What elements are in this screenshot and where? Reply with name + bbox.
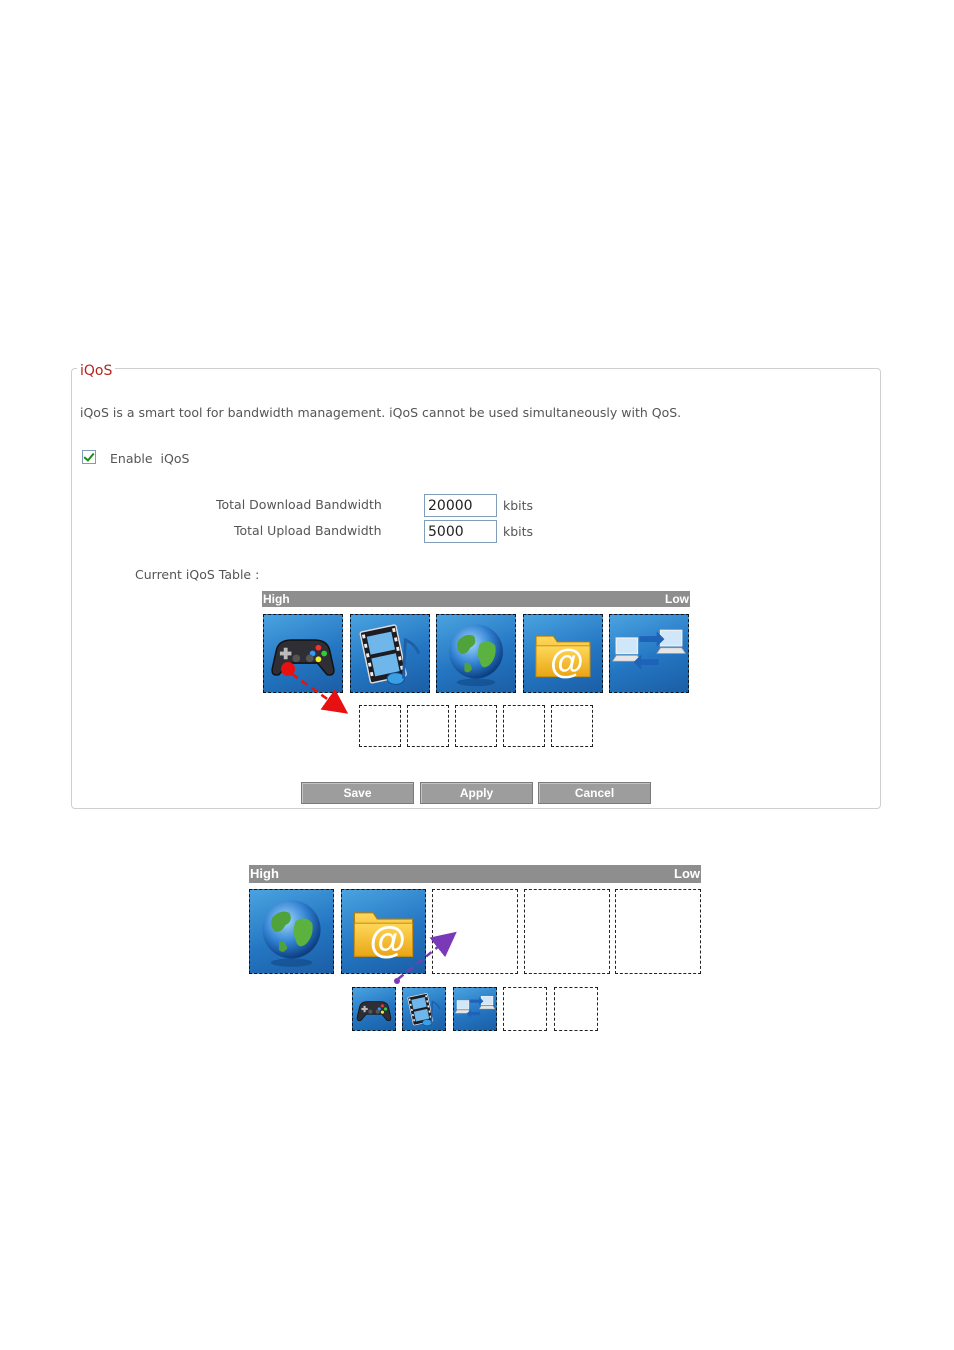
example-priority-slot[interactable] xyxy=(432,889,518,974)
priority-tile-globe[interactable] xyxy=(436,614,516,693)
upload-bandwidth-label: Total Upload Bandwidth xyxy=(234,523,382,538)
queue-slot[interactable] xyxy=(359,705,401,747)
queue-slot[interactable] xyxy=(551,705,593,747)
email-icon xyxy=(524,615,602,692)
upload-unit: kbits xyxy=(503,524,534,539)
example-queue-media[interactable] xyxy=(402,987,446,1031)
download-unit: kbits xyxy=(503,498,534,513)
panel-legend: iQoS xyxy=(77,362,115,380)
iqos-table-label: Current iQoS Table : xyxy=(135,567,260,582)
apply-button[interactable]: Apply xyxy=(420,782,533,804)
example-priority-slot[interactable] xyxy=(524,889,610,974)
example-high-label: High xyxy=(250,866,279,881)
example-queue-slot[interactable] xyxy=(554,987,598,1031)
globe-icon xyxy=(250,890,333,973)
example-low-label: Low xyxy=(674,866,700,881)
file-transfer-icon xyxy=(454,988,496,1030)
priority-high-label: High xyxy=(263,592,290,606)
queue-slot[interactable] xyxy=(503,705,545,747)
enable-iqos-checkbox[interactable] xyxy=(82,450,96,464)
gamepad-icon xyxy=(264,615,342,692)
download-bandwidth-label: Total Download Bandwidth xyxy=(216,497,382,512)
example-queue-gamepad[interactable] xyxy=(352,987,396,1031)
priority-tile-email[interactable] xyxy=(523,614,603,693)
file-transfer-icon xyxy=(610,615,688,692)
save-button[interactable]: Save xyxy=(301,782,414,804)
gamepad-icon xyxy=(353,988,395,1030)
queue-slot[interactable] xyxy=(455,705,497,747)
queue-slot[interactable] xyxy=(407,705,449,747)
priority-low-label: Low xyxy=(665,592,689,606)
example-queue-slot[interactable] xyxy=(503,987,547,1031)
example-priority-bar xyxy=(249,865,701,883)
priority-tile-media[interactable] xyxy=(350,614,430,693)
example-priority-slot[interactable] xyxy=(615,889,701,974)
upload-bandwidth-input[interactable] xyxy=(424,520,497,543)
cancel-button[interactable]: Cancel xyxy=(538,782,651,804)
media-icon xyxy=(351,615,429,692)
priority-tile-file-transfer[interactable] xyxy=(609,614,689,693)
priority-bar xyxy=(262,591,690,607)
enable-iqos-label: Enable iQoS xyxy=(110,451,190,466)
download-bandwidth-input[interactable] xyxy=(424,494,497,517)
globe-icon xyxy=(437,615,515,692)
panel-description: iQoS is a smart tool for bandwidth management. iQoS cannot be used simultaneously with QoS. xyxy=(80,405,682,420)
example-tile-globe[interactable] xyxy=(249,889,334,974)
email-icon xyxy=(342,890,425,973)
priority-tile-gamepad[interactable] xyxy=(263,614,343,693)
media-icon xyxy=(403,988,445,1030)
example-tile-email[interactable] xyxy=(341,889,426,974)
example-queue-file-transfer[interactable] xyxy=(453,987,497,1031)
